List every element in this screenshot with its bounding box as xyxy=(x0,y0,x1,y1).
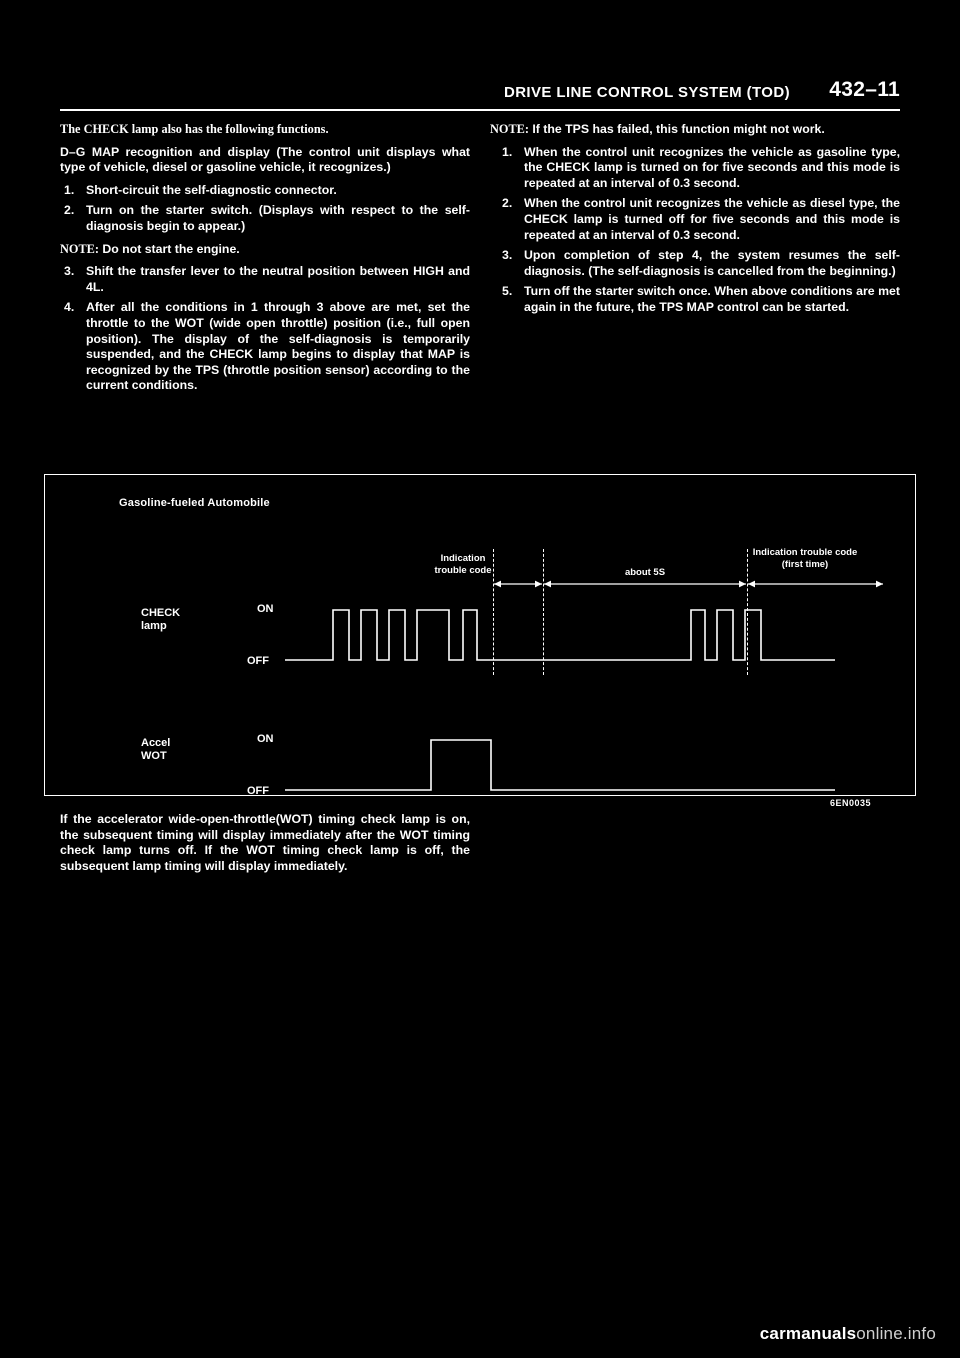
list-item xyxy=(60,264,470,295)
list-item-number: 3. xyxy=(502,248,513,263)
figure-caption-3-line2: (first time) xyxy=(781,559,829,570)
list-item-text: Turn on the starter switch. (Displays with respect to the self-diagnosis begin to appear.) xyxy=(86,203,470,233)
list-item-number: 3. xyxy=(64,264,75,279)
right-note-text: If the TPS has failed, this function might not work. xyxy=(532,122,825,136)
left-steps-list-1 xyxy=(60,183,470,235)
list-item-text: After all the conditions in 1 through 3 above are met, set the throttle to the WOT (wide open throttle) position (i.e., full open position). The display of the self-diagnosis is temporarily suspended, and the CHECK lamp begins to display that MAP is recognized by the TPS (throttle position sensor) according to the current conditions. xyxy=(86,300,470,393)
row-label-accel-wot-line1: Accel xyxy=(141,737,171,749)
list-item-text: When the control unit recognizes the vehicle as diesel type, the CHECK lamp is turned off for five seconds and this mode is repeated at an interval of 0.3 second. xyxy=(524,196,900,242)
list-item xyxy=(490,145,900,192)
list-item-number: 2. xyxy=(502,196,513,211)
right-note-label: NOTE: xyxy=(490,122,529,136)
list-item-number: 5. xyxy=(502,284,513,299)
header-section-title: DRIVE LINE CONTROL SYSTEM (TOD) xyxy=(503,84,790,101)
list-item-text: Short-circuit the self-diagnostic connector. xyxy=(86,182,337,197)
right-steps-list xyxy=(490,145,900,316)
list-item xyxy=(490,196,900,243)
figure-caption-2-line1: about 5S xyxy=(624,567,666,578)
bottom-paragraph: If the accelerator wide-open-throttle(WOT) timing check lamp is on, the subsequent timing will display immediately after the WOT timing check lamp turns off. If the WOT timing check lamp is off, the subsequent lamp timing will display immediately. xyxy=(60,812,470,873)
figure-title: Gasoline-fueled Automobile xyxy=(119,497,270,509)
left-note-label: NOTE: xyxy=(60,241,99,256)
check-lamp-on-label: ON xyxy=(257,603,274,615)
list-item xyxy=(60,300,470,394)
left-note xyxy=(60,242,470,258)
row-label-check-lamp-line1: CHECK xyxy=(141,607,181,619)
list-item-number: 1. xyxy=(64,182,75,197)
list-item-number: 2. xyxy=(64,203,75,218)
left-column xyxy=(60,122,470,401)
list-item-text: Turn off the starter switch once. When above conditions are met again in the future, the TPS MAP control can be started. xyxy=(524,284,900,314)
list-item xyxy=(60,203,470,234)
figure-id: 6EN0035 xyxy=(830,798,872,808)
accel-wot-waveform xyxy=(45,475,917,797)
figure-caption-1-line2: trouble code xyxy=(434,565,492,576)
check-lamp-off-label: OFF xyxy=(247,655,269,667)
left-section-title: D–G MAP recognition and display (The control unit displays what type of vehicle, diesel or gasoline vehicle, it recognizes.) xyxy=(60,144,470,175)
list-item xyxy=(490,248,900,279)
left-intro-paragraph: The CHECK lamp also has the following functions. xyxy=(60,122,329,136)
list-item xyxy=(490,284,900,315)
accel-wot-off-label: OFF xyxy=(247,785,269,797)
figure-caption-1-line1: Indication xyxy=(440,553,486,564)
list-item-text: Shift the transfer lever to the neutral position between HIGH and 4L. xyxy=(86,264,470,294)
row-label-accel-wot-line2: WOT xyxy=(141,750,167,762)
watermark-brand: carmanuals xyxy=(759,1324,857,1343)
figure-caption-3-line1: Indication trouble code xyxy=(752,547,858,558)
right-column xyxy=(490,122,900,323)
timing-chart-figure xyxy=(44,474,916,796)
watermark xyxy=(760,1324,936,1344)
left-steps-list-2 xyxy=(60,264,470,394)
row-label-check-lamp-line2: lamp xyxy=(141,620,167,632)
page-number: 432–11 xyxy=(829,78,900,101)
list-item-number: 4. xyxy=(64,300,75,315)
accel-wot-on-label: ON xyxy=(257,733,274,745)
left-note-text: Do not start the engine. xyxy=(102,241,240,256)
list-item-text: Upon completion of step 4, the system resumes the self-diagnosis. (The self-diagnosis is cancelled from the beginning.) xyxy=(524,248,900,278)
header-divider xyxy=(60,109,900,111)
list-item xyxy=(60,183,470,199)
list-item-text: When the control unit recognizes the vehicle as gasoline type, the CHECK lamp is turned on for five seconds and this mode is repeated at an interval of 0.3 second. xyxy=(524,144,900,190)
list-item-number: 1. xyxy=(502,144,513,159)
page-header xyxy=(60,78,900,112)
right-note xyxy=(490,122,900,138)
watermark-domain: online.info xyxy=(856,1324,936,1343)
